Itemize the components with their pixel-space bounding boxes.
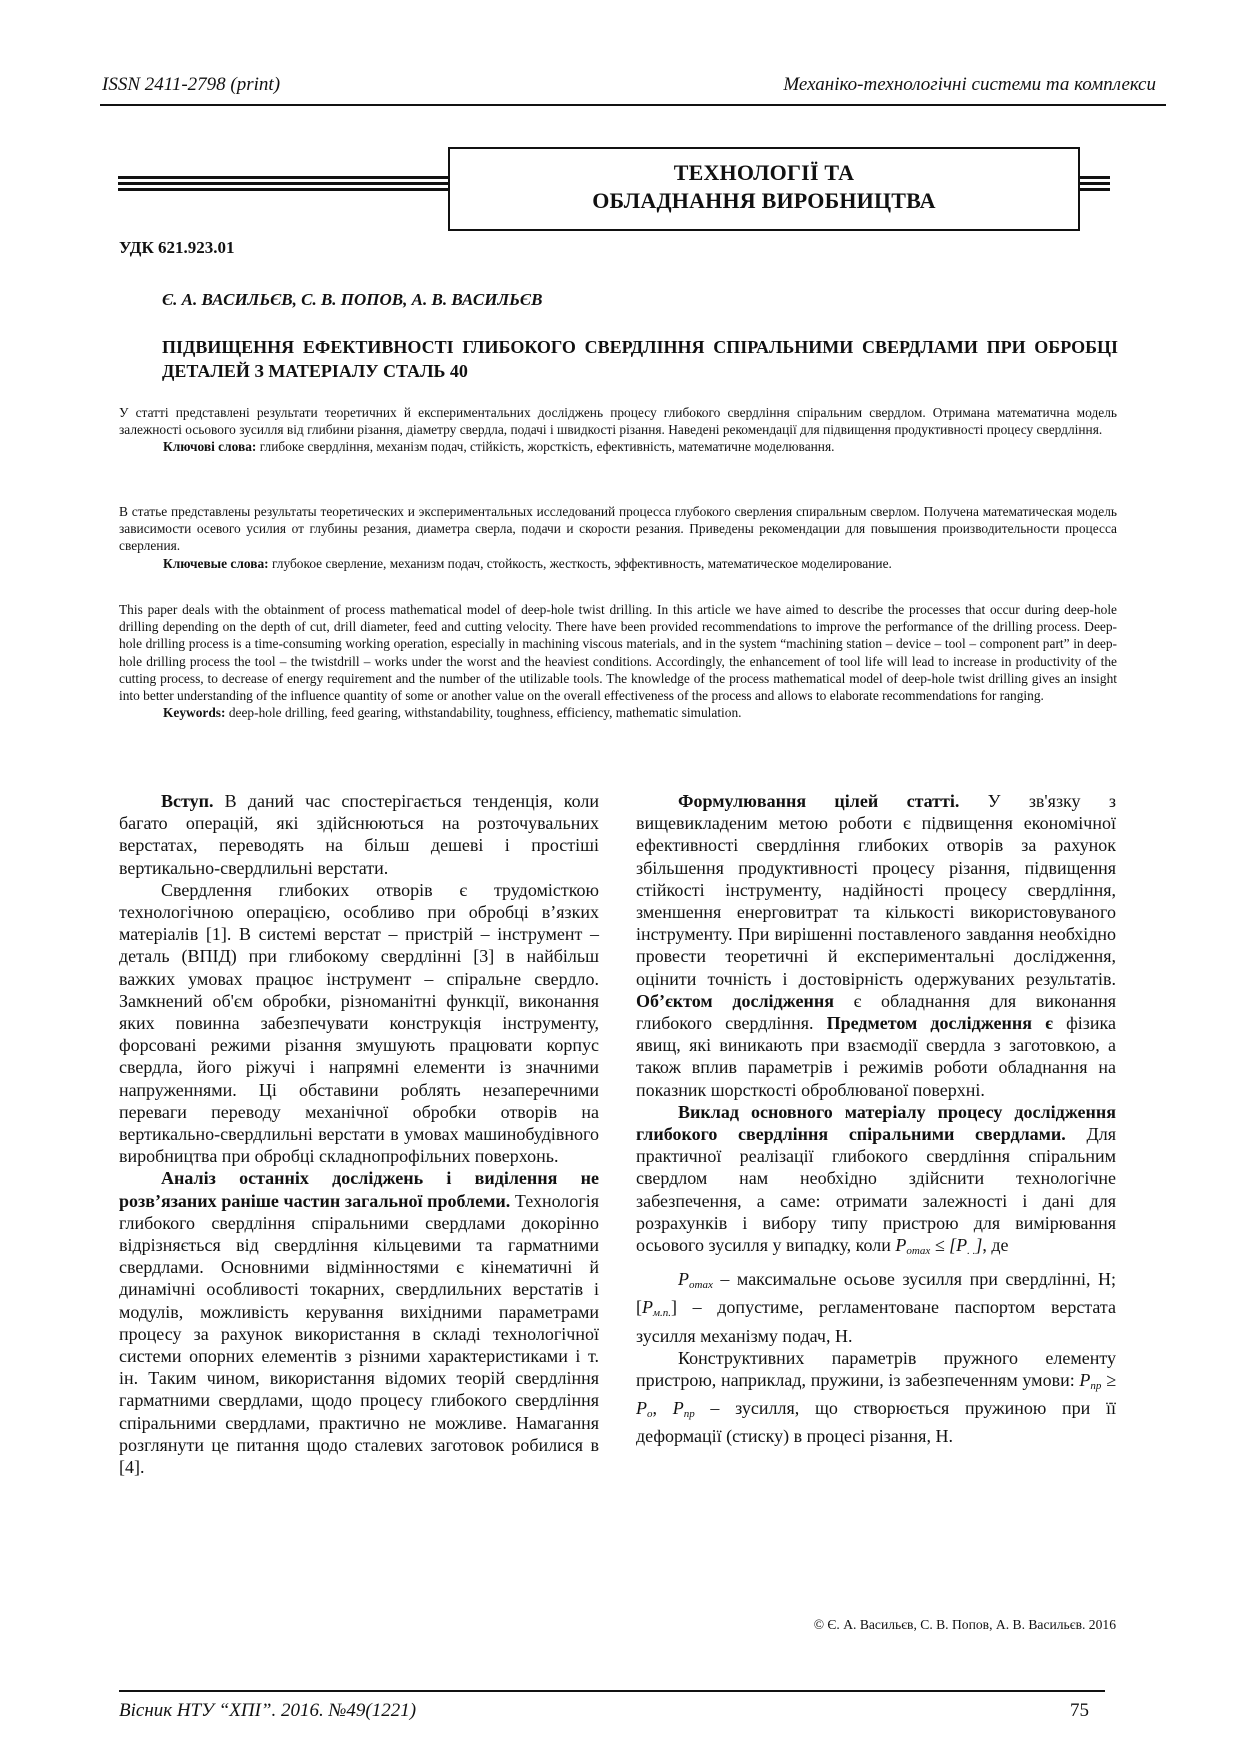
formula-ppr: $P_{пр}$ xyxy=(672,1398,695,1421)
formula-pomax: $P_{omax}$ xyxy=(678,1269,713,1292)
abstract-ukrainian xyxy=(119,404,1117,456)
pomax-definition-paragraph: $P_{omax}$ – максимальне осьове зусилля при свердлінні, Н; $[P_{м.п.}]$ – допустиме, регламентоване паспортом верстата зусилля механізму подач, Н. xyxy=(636,1269,1116,1346)
analysis-heading: Аналіз останніх досліджень і виділення не розв’язаних раніше частин загальної проблеми. xyxy=(119,1168,599,1211)
keywords-en-text: deep-hole drilling, feed gearing, withstandability, toughness, efficiency, mathematic simulation. xyxy=(225,705,742,721)
keywords-uk-label: Ключові слова: xyxy=(163,439,257,455)
keywords-uk-text: глибоке свердління, механізм подач, стійкість, жорсткість, ефективність, математичне моделювання. xyxy=(256,439,835,455)
decorative-rule-right xyxy=(1080,176,1110,198)
formula-pomax-condition: $P_{omax} \le [P_{. .}]$ xyxy=(895,1235,983,1258)
article-title: ПІДВИЩЕННЯ ЕФЕКТИВНОСТІ ГЛИБОКОГО СВЕРДЛІННЯ СПІРАЛЬНИМИ СВЕРДЛАМИ ПРИ ОБРОБЦІ ДЕТАЛЕЙ З МАТЕРІАЛУ СТАЛЬ 40 xyxy=(162,337,1118,381)
main-material-paragraph: Виклад основного матеріалу процесу дослідження глибокого свердління спіральними свердлами. Для практичної реалізації глибокого свердління спіральним свердлом нам необхідно здійснити технологічне забезпечення, а саме: отримати залежності і дані для розрахунків і вибору типу пристрою для вимірювання осьового зусилля у випадку, коли $P_{omax} \le [P_{. .}]$, де xyxy=(636,1101,1116,1258)
abstract-russian xyxy=(119,503,1117,572)
keywords-ru xyxy=(119,555,1117,572)
goals-paragraph: Формулювання цілей статті. У зв'язку з вищевикладеним метою роботи є підвищення економічної ефективності свердління глибоких отворів за рахунок збільшення продуктивності процесу різання, підвищення стійкості інструменту, надійності процесу свердління, зменшення енерговитрат та кількості використовуваного інструменту. При вирішенні поставленого завдання необхідно провести теоретичні й експериментальні дослідження, оцінити точність і достовірність одержуваних результатів. Об’єктом дослідження є обладнання для виконання глибокого свердління. Предметом дослідження є фізика явищ, які виникають при взаємодії свердла з заготовкою, а також вплив параметрів і режимів роботи обладнання на показник шорсткості оброблюваної поверхні. xyxy=(636,791,1117,1100)
abstract-en-text: This paper deals with the obtainment of process mathematical model of deep-hole twist drilling. In this article we have aimed to describe the processes that occur during deep-hole drilling depending on the depth of cut, drill diameter, feed and cutting velocity. There have been provided recommendations to improve the performance of the drilling process. Deep-hole drilling process is a time-consuming working operation, especially in machining viscous materials, and in the system “machining station – device – tool – component part” in deep-hole drilling process the tool – the twistdrill – works under the worst and the heaviest conditions. Accordingly, the enhancement of tool life will lead to increase in productivity of the cutting process, to decrease of energy requirement and the number of the utilizable tools. The knowledge of the process mathematical model of deep-hole twist drilling gives an insight into better understanding of the influence quantity of some or another value on the overall effectiveness of the process and allows to elaborate recommendations for ranging. xyxy=(119,602,1117,704)
formula-pmp: $P_{м.п.}$ xyxy=(642,1297,672,1320)
journal-section-label: Механіко-технологічні системи та комплекси xyxy=(783,74,1156,95)
page-number: 75 xyxy=(1070,1700,1089,1721)
subject-heading: Предметом дослідження є xyxy=(826,1013,1053,1034)
issn-label: ISSN 2411-2798 (print) xyxy=(102,74,281,95)
section-title-line2: ОБЛАДНАННЯ ВИРОБНИЦТВА xyxy=(592,188,936,213)
analysis-paragraph: Аналіз останніх досліджень і виділення не розв’язаних раніше частин загальної проблеми. Технологія глибокого свердління спіральними свердлами докорінно відрізняється від свердління кільцевими та гарматними свердлами. Основними відмінностями є кінематичні й динамічні особливості токарних, свердлильних верстатів і модулів, можливість керування вихідними параметрами процесу за рахунок використання в складі технологічної системи опорних елементів з різними характеристиками і т. ін. Таким чином, використання відомих теорій свердління гарматними свердлами, щодо процесу глибокого свердління спіральними свердлами, практично не можливе. Намагання розглянути це питання щодо сталевих заготовок робилися в [4]. xyxy=(119,1168,599,1478)
object-heading: Об’єктом дослідження xyxy=(636,990,834,1011)
goals-heading: Формулювання цілей статті. xyxy=(678,791,960,811)
abstract-uk-text: У статті представлені результати теоретичних й експериментальних досліджень процесу глибокого свердління спіральним свердлом. Отримана математична модель залежності осьового зусилля від глибини різання, діаметру свердла, подачі і швидкості різання. Наведені рекомендації для підвищення продуктивності процесу свердління. xyxy=(119,405,1117,438)
keywords-ru-text: глубокое сверление, механизм подач, стойкость, жесткость, эффективность, математическое моделирование. xyxy=(268,555,892,571)
keywords-ru-label: Ключевые слова: xyxy=(163,555,269,571)
intro-paragraph: Вступ. В даний час спостерігається тенденція, коли багато операцій, які здійснюються на розточувальних верстатах, переводять на більш дешеві і простіші вертикально-свердлильні верстати. xyxy=(119,791,599,878)
abstract-english xyxy=(119,601,1117,721)
running-header xyxy=(100,72,1166,106)
keywords-en xyxy=(119,704,1117,721)
abstract-ru-text: В статье представлены результаты теоретических и экспериментальных исследований процесса глубокого сверления спиральным сверлом. Получена математическая модель зависимости осевого усилия от глубины резания, диаметра сверла, подачи и скорости резания. Приведены рекомендации для повышения производительности процесса сверления. xyxy=(119,504,1117,554)
intro-heading: Вступ. xyxy=(161,791,214,811)
copyright-notice: © Є. А. Васильєв, С. В. Попов, А. В. Васильєв. 2016 xyxy=(813,1617,1116,1632)
footer-rule xyxy=(119,1690,1105,1692)
authors: Є. А. ВАСИЛЬЄВ, С. В. ПОПОВ, А. В. ВАСИЛЬЄВ xyxy=(162,290,543,309)
left-column xyxy=(119,790,599,1478)
spring-paragraph: Конструктивних параметрів пружного елементу пристрою, наприклад, пружини, із забезпеченням умови: $P_{пр} \ge P_о$, $P_{пр}$ – зусилля, що створюється пружиною при її деформації (стиску) в процесі різання, Н. xyxy=(636,1347,1116,1447)
section-title-line1: ТЕХНОЛОГІЇ ТА xyxy=(673,160,855,185)
keywords-en-label: Keywords: xyxy=(163,705,226,721)
decorative-rule-left xyxy=(118,176,448,198)
keywords-uk xyxy=(119,438,1117,455)
footer-journal: Вісник НТУ “ХПІ”. 2016. №49(1221) xyxy=(119,1700,417,1721)
main-material-heading: Виклад основного матеріалу процесу дослідження глибокого свердління спіральними свердлами. xyxy=(636,1101,1116,1145)
drilling-paragraph: Свердлення глибоких отворів є трудомісткою технологічною операцією, особливо при обробці в’язких матеріалів [1]. В системі верстат – пристрій – інструмент – деталь (ВПІД) при глибокому свердлінні [3] в найбільш важких умовах працює інструмент – спіральне свердло. Замкнений об'єм обробки, різноманітні функції, виконання яких повинна забезпечувати конструкція інструменту, форсовані режими різання змушують працювати корпус свердла, його ріжучі і напрямні елементи із значними напруженнями. Ці обставини роблять незаперечними переваги переводу механічної обробки отворів на вертикально-свердлильні верстати в умовах машинобудівного виробництва при обробці складнопрофільних поверхонь. xyxy=(119,879,599,1167)
section-title-box xyxy=(448,147,1080,231)
udk-code: УДК 621.923.01 xyxy=(119,238,235,257)
right-column xyxy=(636,790,1116,1448)
formula-ppr-ge-po: $P_{пр} \ge P_о$ xyxy=(636,1370,1116,1421)
